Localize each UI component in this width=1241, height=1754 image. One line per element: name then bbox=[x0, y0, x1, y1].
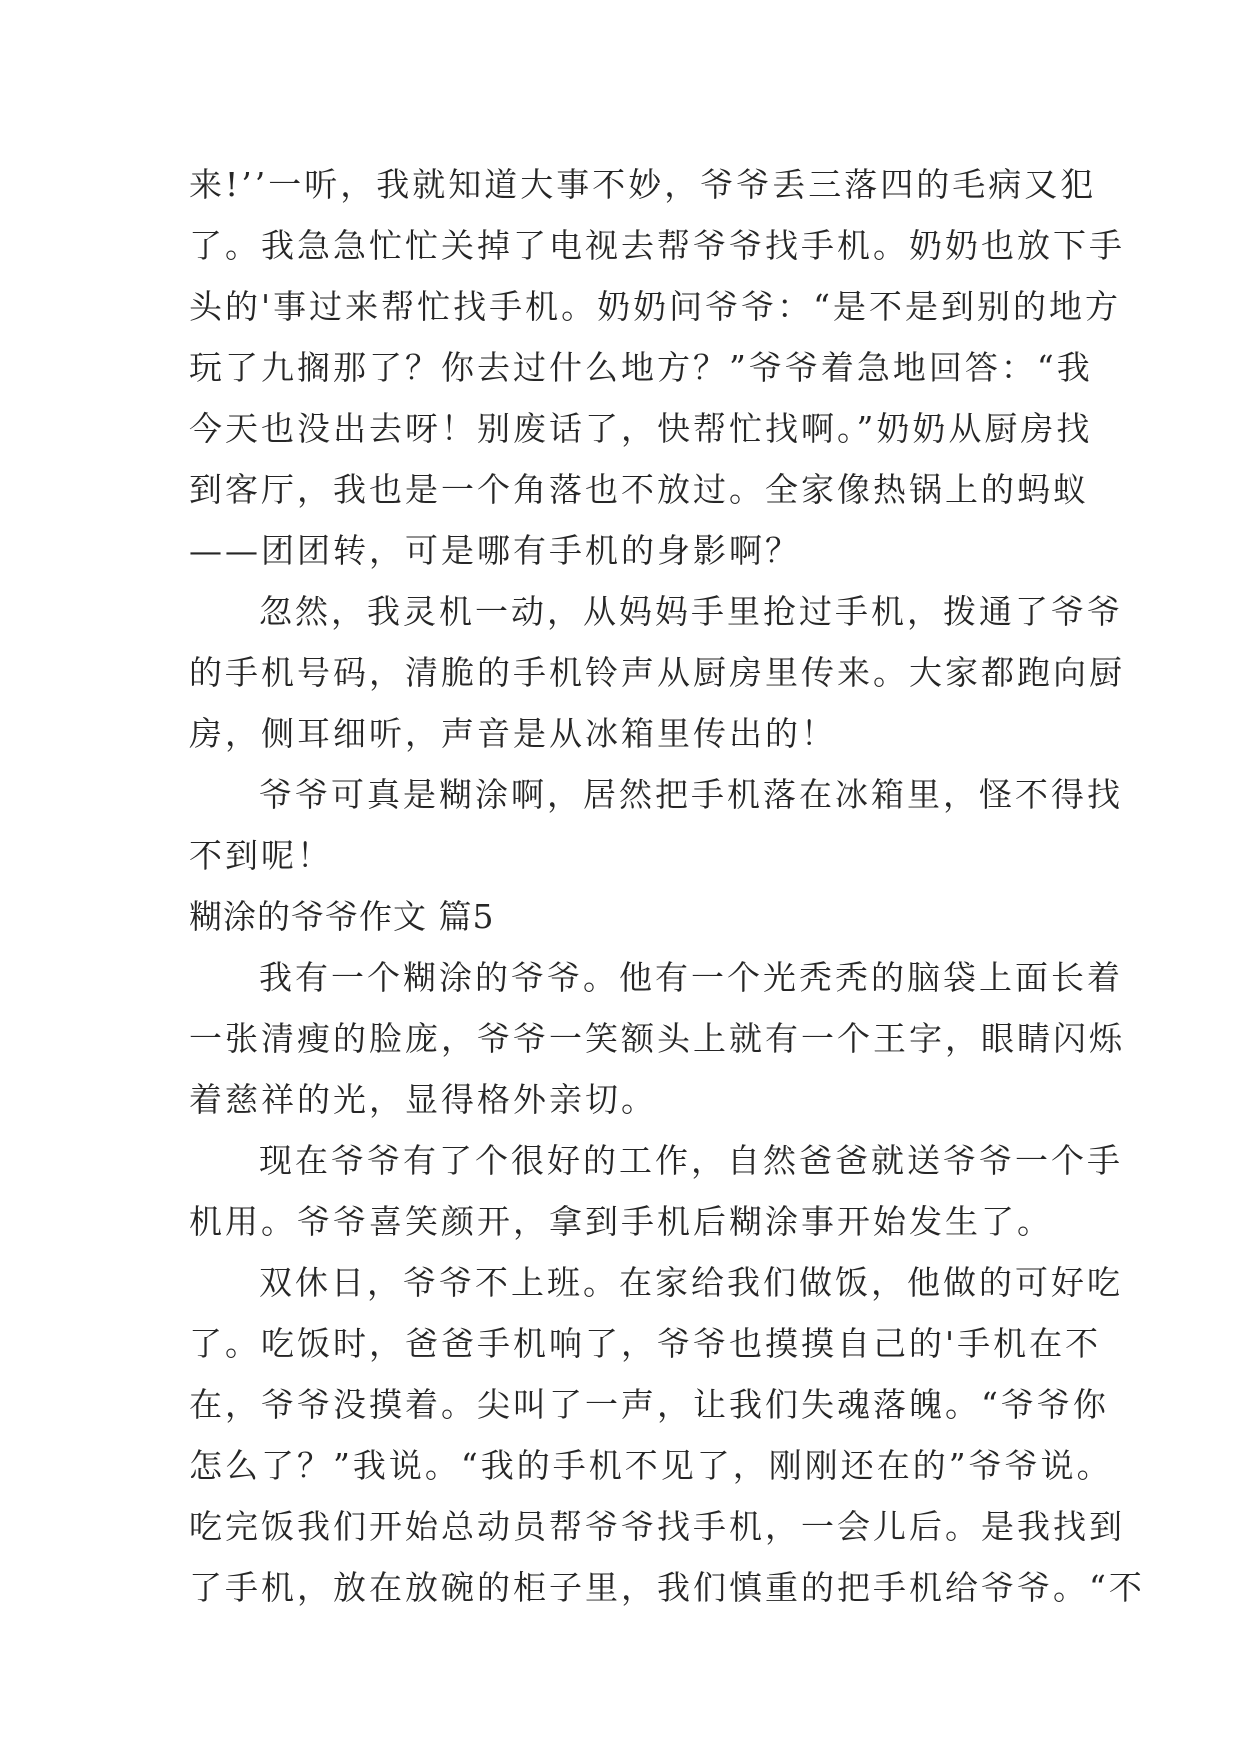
text-line: 了手机，放在放碗的柜子里，我们慎重的把手机给爷爷。“不 bbox=[189, 1568, 1145, 1607]
text-line: 头的'事过来帮忙找手机。奶奶问爷爷：“是不是到别的地方 bbox=[189, 287, 1121, 326]
paragraph-first-line: 爷爷可真是糊涂啊，居然把手机落在冰箱里，怪不得找 bbox=[259, 775, 1123, 814]
text-line: 了。我急急忙忙关掉了电视去帮爷爷找手机。奶奶也放下手 bbox=[189, 226, 1125, 265]
paragraph-first-line: 现在爷爷有了个很好的工作，自然爸爸就送爷爷一个手 bbox=[259, 1141, 1123, 1180]
text-line: 着慈祥的光，显得格外亲切。 bbox=[189, 1080, 657, 1119]
text-line: 怎么了？”我说。“我的手机不见了，刚刚还在的”爷爷说。 bbox=[189, 1446, 1113, 1485]
text-line: 不到呢！ bbox=[189, 836, 333, 875]
text-line: 房，侧耳细听，声音是从冰箱里传出的！ bbox=[189, 714, 837, 753]
text-line: 到客厅，我也是一个角落也不放过。全家像热锅上的蚂蚁 bbox=[189, 470, 1089, 509]
text-line: ——团团转，可是哪有手机的身影啊？ bbox=[189, 531, 801, 570]
document-body bbox=[189, 154, 1145, 1618]
text-line: 今天也没出去呀！别废话了，快帮忙找啊。”奶奶从厨房找 bbox=[189, 409, 1093, 448]
text-line: 一张清瘦的脸庞，爷爷一笑额头上就有一个王字，眼睛闪烁 bbox=[189, 1019, 1125, 1058]
text-line: 来!’’一听，我就知道大事不妙，爷爷丢三落四的毛病又犯 bbox=[189, 165, 1097, 204]
paragraph-first-line: 双休日，爷爷不上班。在家给我们做饭，他做的可好吃 bbox=[259, 1263, 1123, 1302]
section-heading: 糊涂的爷爷作文 篇5 bbox=[189, 897, 495, 936]
text-line: 了。吃饭时，爸爸手机响了，爷爷也摸摸自己的'手机在不 bbox=[189, 1324, 1102, 1363]
text-line: 的手机号码，清脆的手机铃声从厨房里传来。大家都跑向厨 bbox=[189, 653, 1125, 692]
text-line: 玩了九搁那了？你去过什么地方？”爷爷着急地回答：“我 bbox=[189, 348, 1093, 387]
text-line: 吃完饭我们开始总动员帮爷爷找手机，一会儿后。是我找到 bbox=[189, 1507, 1125, 1546]
paragraph-first-line: 忽然，我灵机一动，从妈妈手里抢过手机，拨通了爷爷 bbox=[259, 592, 1123, 631]
paragraph-first-line: 我有一个糊涂的爷爷。他有一个光秃秃的脑袋上面长着 bbox=[259, 958, 1123, 997]
text-line: 机用。爷爷喜笑颜开，拿到手机后糊涂事开始发生了。 bbox=[189, 1202, 1053, 1241]
text-line: 在，爷爷没摸着。尖叫了一声，让我们失魂落魄。“爷爷你 bbox=[189, 1385, 1109, 1424]
